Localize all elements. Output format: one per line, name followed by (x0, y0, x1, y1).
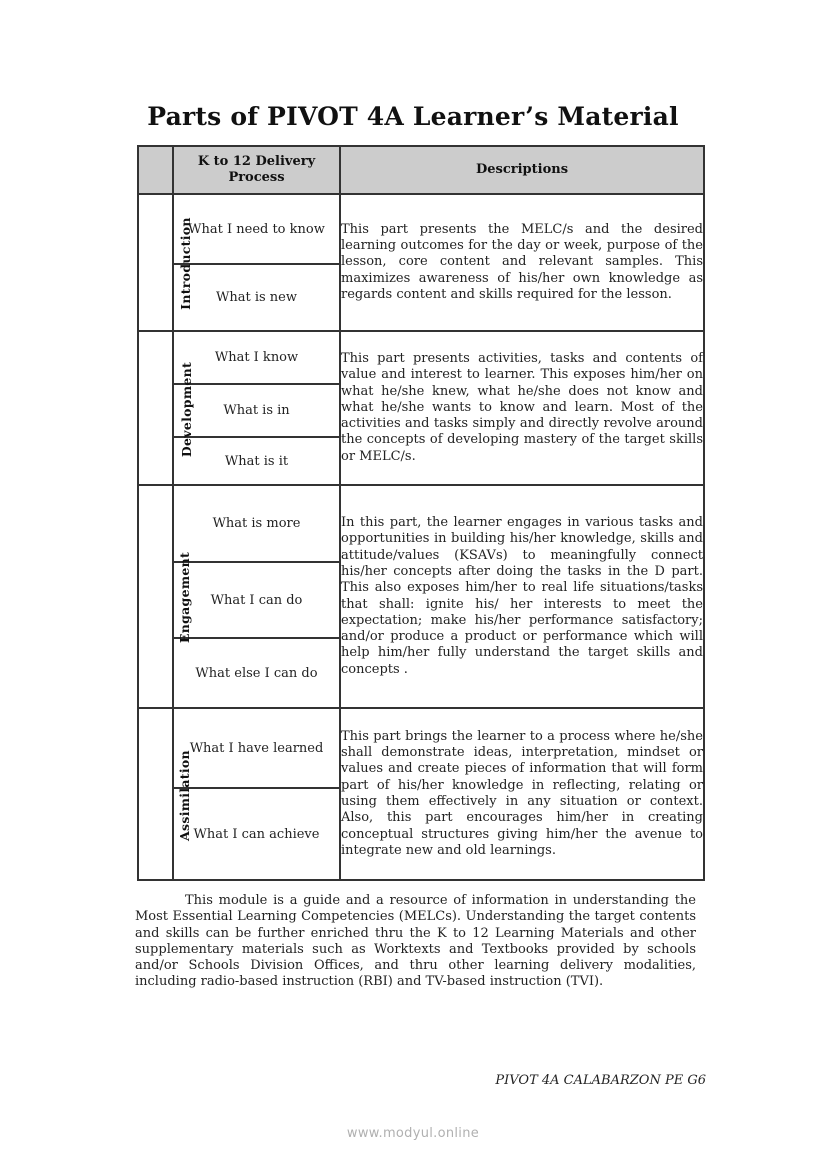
phase-cell-development (138, 331, 195, 485)
step-cell: What is in (173, 384, 340, 437)
phase-label: Engagement (177, 551, 193, 644)
description-cell (340, 708, 704, 880)
phase-cell-engagement (138, 485, 193, 708)
step-cell: What is more (173, 485, 340, 562)
phase-label: Introduction (177, 217, 193, 310)
table-row (138, 485, 704, 562)
phase-label: Development (179, 361, 195, 457)
description-cell (340, 194, 704, 331)
step-cell: What I have learned (173, 708, 340, 788)
table-header-row (138, 146, 704, 194)
description-text: This part presents activities, tasks and contents of value and interest to learner. This exposes him/her on what he/she knew, what he/she does not know and what he/she wants to know and learn. Most of the activities and tasks simply and directly revolve around the concepts of developing mastery of the target skills or MELC/s. (341, 350, 703, 464)
step-cell: What I know (173, 331, 340, 384)
header-process: K to 12 Delivery Process (173, 146, 340, 194)
page-title: Parts of PIVOT 4A Learner’s Material (147, 102, 679, 131)
module-note-paragraph: This module is a guide and a resource of information in understanding the Most Essential Learning Competencies (MELCs). Understanding the target contents and skills can be further enriched thru the K to 12 Learning Materials and other supplementary materials such as Worktexts and Textbooks provided by schools and/or Schools Division Offices, and thru other learning delivery modalities, including radio-based instruction (RBI) and TV-based instruction (TVI). (135, 893, 696, 990)
description-text: This part presents the MELC/s and the desired learning outcomes for the day or week, purpose of the lesson, core content and relevant samples. This maximizes awareness of his/her own knowledge as regards content and skills required for the lesson. (341, 221, 703, 302)
step-cell: What I need to know (173, 194, 340, 264)
watermark-link[interactable]: www.modyul.online (346, 1126, 480, 1141)
phase-cell-introduction (138, 194, 193, 331)
table-row (138, 331, 704, 384)
table-row (138, 708, 704, 788)
step-cell: What is it (173, 437, 340, 485)
footer-series-label: PIVOT 4A CALABARZON PE G6 (495, 1073, 706, 1088)
parts-table (137, 145, 705, 881)
table-row (138, 194, 704, 264)
step-cell: What I can achieve (173, 788, 340, 880)
header-phase (138, 146, 173, 194)
description-text: This part brings the learner to a process where he/she shall demonstrate ideas, interpretation, mindset or values and create pieces of information that will form part of his/her knowledge in reflecting, relating or using them effectively in any situation or context. Also, this part encourages him/her in creating conceptual structures giving him/her the avenue to integrate new and old learnings. (341, 728, 703, 858)
description-text: In this part, the learner engages in various tasks and opportunities in building his/her knowledge, skills and attitude/values (KSAVs) to meaningfully connect his/her concepts after doing the tasks in the D part. This also exposes him/her to real life situations/tasks that shall: ignite his/ her interests to meet the expectation; make his/her performance satisfactory; and/or produce a product or performance which will help him/her fully understand the target skills and concepts . (341, 515, 703, 677)
phase-cell-assimilation (138, 708, 192, 880)
step-cell: What I can do (173, 562, 340, 638)
step-cell: What else I can do (173, 638, 340, 708)
phase-label: Assimilation (176, 749, 192, 841)
description-cell (340, 331, 704, 485)
header-descriptions: Descriptions (340, 146, 704, 194)
step-cell: What is new (173, 264, 340, 331)
description-cell (340, 485, 704, 708)
